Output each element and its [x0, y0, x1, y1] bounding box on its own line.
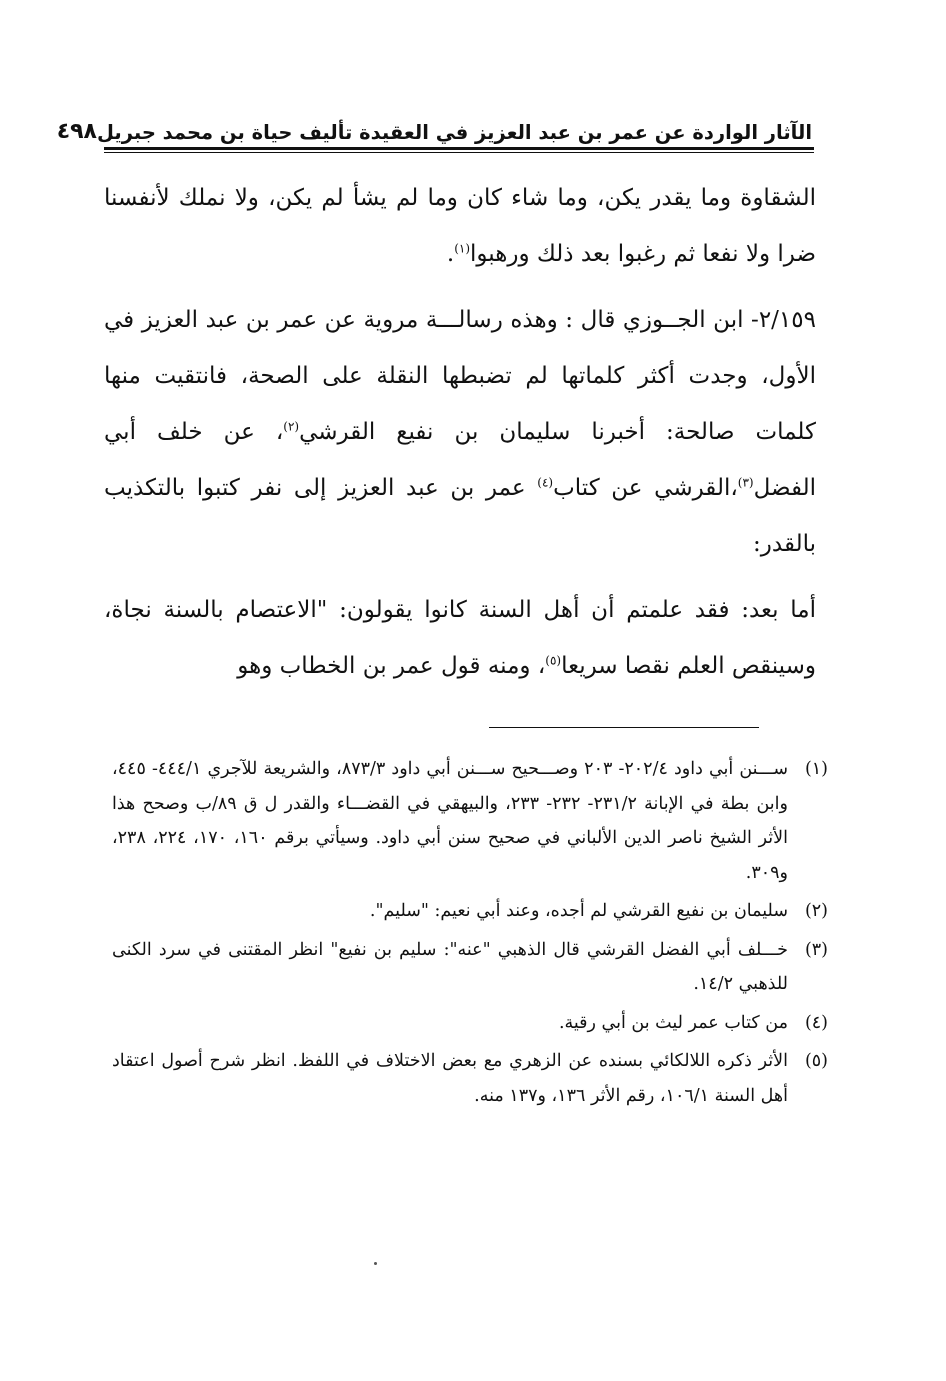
paragraph-2-text-b: ، عن خلف أبي الفضل: [104, 419, 816, 501]
footnote-number: (٢): [804, 901, 828, 921]
paragraph-3-text-b: ، ومنه قول عمر بن الخطاب وهو: [237, 653, 546, 679]
footnote-text: ســـنن أبي داود ٢٠٢/٤- ٢٠٣ وصـــحيح ســـنن أبي داود ٨٧٣/٣، والشريعة للآجري ٤٤٤/١- ٤٤٥، وابن بطة في الإبانة ٢٣١/٢- ٢٣٢- ٢٣٣، والبيهقي في القضـــاء والقدر ل ق ٨٩/ب وصحح هذا الأثر الشيخ ناصر الدين الألباني في صحيح سنن أبي داود. وسيأتي برقم ١٦٠، ١٧٠، ٢٢٤، ٢٣٨، و٣٠٩.: [112, 759, 788, 883]
footnote-number: (١): [804, 759, 828, 779]
page-number: ٤٩٨: [56, 119, 97, 144]
footnote: [112, 894, 828, 929]
footnote-ref-4: (٤): [537, 475, 554, 490]
paragraph-2: [104, 292, 816, 572]
footnote: [112, 933, 828, 1002]
paragraph-1-text: الشقاوة وما يقدر يكن، وما شاء كان وما لم يشأ لم يكن، ولا نملك لأنفسنا ضرا ولا نفعا ثم رغبوا بعد ذلك ورهبوا: [104, 185, 816, 267]
footnote-ref-2: (٢): [283, 419, 300, 434]
paragraph-2-text-c: ،القرشي عن كتاب: [553, 475, 738, 501]
paragraph-3-text-a: أما بعد: فقد علمتم أن أهل السنة كانوا يقولون: "الاعتصام بالسنة نجاة، وسينقص العلم نقصا سريعا: [104, 597, 816, 679]
footnote-separator: [489, 727, 759, 728]
paragraph-3: [104, 582, 816, 694]
paragraph-2-text-d: عمر بن عبد العزيز إلى نفر كتبوا بالتكذيب بالقدر:: [104, 475, 816, 557]
footnote-number: (٥): [804, 1051, 828, 1071]
footnote-text: من كتاب عمر ليث بن أبي رقية.: [558, 1012, 788, 1033]
footnote-number: (٤): [804, 1012, 828, 1033]
footnote-number: (٣): [804, 939, 828, 960]
running-header: [56, 108, 812, 144]
footnote-text: الأثر ذكره اللالكائي بسنده عن الزهري مع بعض الاختلاف في اللفظ. انظر شرح أصول اعتقاد أهل السنة ١٠٦/١، رقم الأثر ١٣٦، و١٣٧ منه.: [112, 1051, 788, 1106]
footnote-ref-3: (٣): [737, 475, 754, 490]
paragraph-1-end: .: [446, 241, 455, 267]
footnote: [112, 752, 828, 890]
footnote-ref-5: (٥): [545, 653, 562, 668]
scan-speck: [374, 1262, 377, 1265]
footnote-ref-1: (١): [454, 241, 471, 256]
footnote-text: خـــلف أبي الفضل القرشي قال الذهبي "عنه": سليم بن نفيع" انظر المقتنى في سرد الكنى للذهبي ١٤/٢.: [112, 939, 788, 994]
main-text: [104, 170, 816, 694]
footnotes: [112, 752, 828, 1117]
header-rule-thin: [104, 152, 814, 153]
paragraph-2-text-a: ٢/١٥٩- ابن الجــوزي قال : وهذه رسالـــة مروية عن عمر بن عبد العزيز في الأول، وجدت أكثر كلماتها لم تضبطها النقلة على الصحة، فانتقيت منها كلمات صالحة: أخبرنا سليمان بن نفيع القرشي: [104, 307, 816, 445]
header-title: الآثار الواردة عن عمر بن عبد العزيز في العقيدة تأليف حياة بن محمد جبريل: [97, 121, 812, 144]
paragraph-1: [104, 170, 816, 282]
footnote: [112, 1006, 828, 1041]
footnote: [112, 1044, 828, 1113]
header-rule-thick: [104, 147, 814, 150]
footnote-text: سليمان بن نفيع القرشي لم أجده، وعند أبي نعيم: "سليم".: [369, 901, 788, 921]
